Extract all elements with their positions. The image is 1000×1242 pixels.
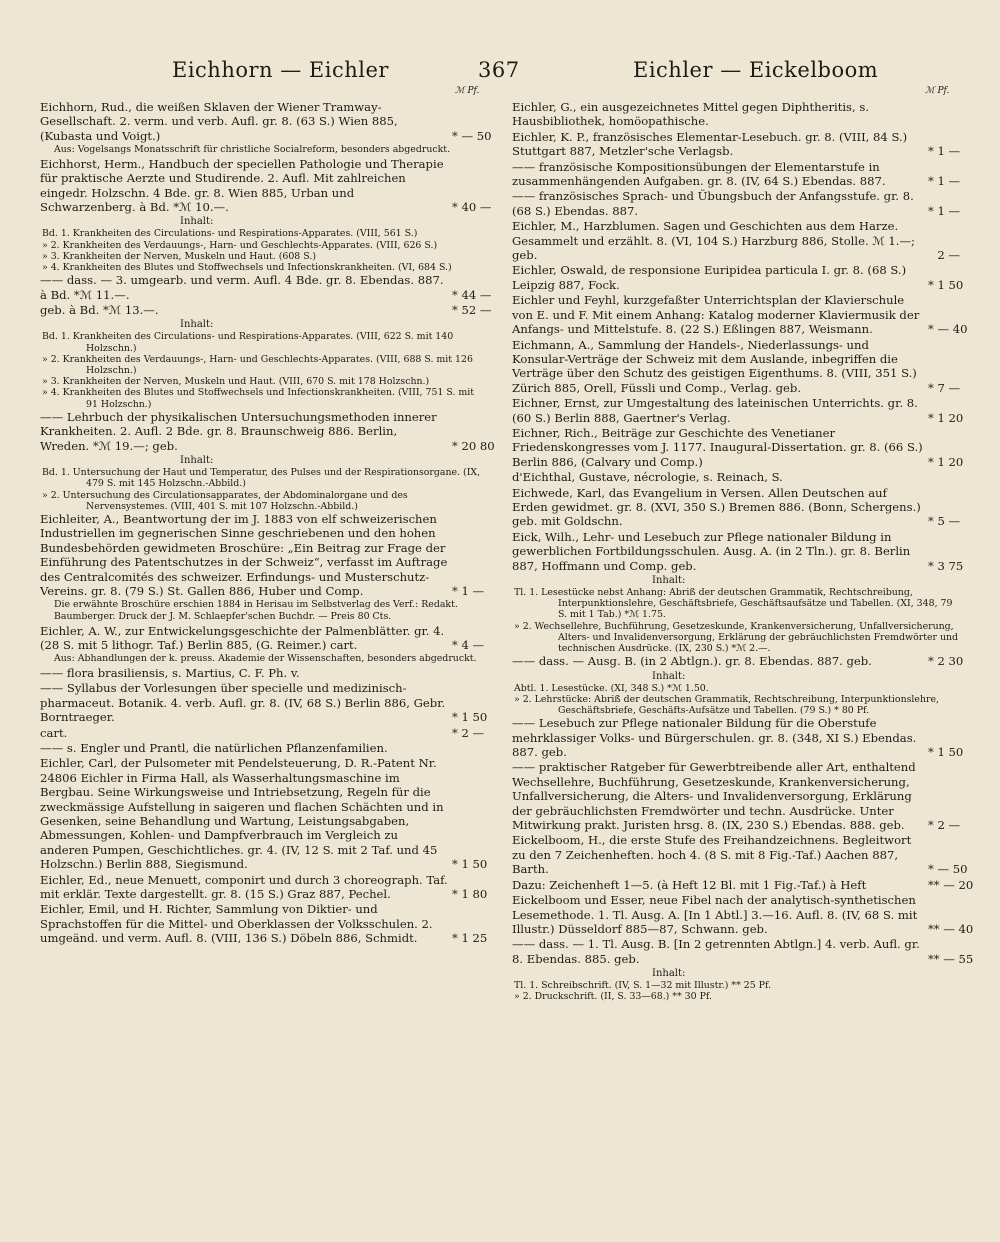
entry-price: * 44 — <box>452 287 492 302</box>
catalog-entry <box>40 156 492 215</box>
contents-item: » 2. Lehrstücke: Abriß der deutschen Grammatik, Rechtschreibung, Interpunktionslehre, Geschäftsbriefe, Geschäfts-Aufsätze und Tabellen. (79 S.) * 80 Pf. <box>514 693 940 717</box>
entry-price: * 1 — <box>928 174 961 189</box>
entry-text: —— dass. — Ausg. B. (in 2 Abtlgn.). gr. 8. Ebendas. 887. geb. <box>512 654 872 669</box>
catalog-entry <box>512 263 964 292</box>
entry-price: * 1 20 <box>928 410 964 425</box>
catalog-entry <box>512 654 964 669</box>
catalog-entry <box>512 100 960 129</box>
entry-text: Eichner, Rich., Beiträge zur Geschichte des Venetianer Friedenskongresses vom J. 1177. Inaugural-Dissertation. gr. 8. (66 S.) Berlin 886, (Calvary und Comp.) <box>512 425 923 469</box>
entry-price: * 1 20 <box>928 454 964 469</box>
entry-note: Aus: Abhandlungen der k. preuss. Akademie der Wissenschaften, besonders abgedruckt. <box>54 653 477 665</box>
entry-text: Eichler und Feyhl, kurzgefaßter Unterrichtsplan der Klavierschule von E. und F. Mit einem Anhang: Katalog moderner Klaviermusik der Anfangs- und Mittelstufe. 8. (22 S.) Eßlingen 887, Weismann. <box>512 293 920 337</box>
entry-text: cart. <box>40 725 68 740</box>
entry-text: Eichler, Carl, der Pulsometer mit Pendelsteuerung, D. R.-Patent Nr. 24806 Eichler in Firma Hall, als Wasserhaltungsmaschine im Bergbau. Seine Wirkungsweise und Intriebsetzung, Regeln für die zweckmässige Aufstellung in saigeren und flachen Schächten und in Gesenken, seine Behandlung und Wartung, Leistungsabgaben, Abmessungen, Kohlen- und Dampfverbrauch im Vergleich zu anderen Pumpen, Geschichtliches. gr. 4. (IV, 12 S. mit 2 Taf. und 45 Holzschn.) Berlin 888, Siegismund. <box>40 756 444 872</box>
entry-price: * 2 — <box>452 725 485 740</box>
running-head-left: Eichhorn — Eichler <box>172 58 389 82</box>
contents-label: Inhalt: <box>652 575 686 586</box>
entry-text: Eichler, Ed., neue Menuett, componirt und durch 3 choreograph. Taf. mit erklär. Texte dargestellt. gr. 8. (15 S.) Graz 887, Pechel. <box>40 872 448 902</box>
catalog-entry <box>512 219 960 262</box>
contents-label: Inhalt: <box>180 455 214 467</box>
entry-price: * 2 — <box>928 818 961 833</box>
contents-item: » 2. Druckschrift. (II, S. 33—68.) ** 30 Pf. <box>514 991 712 1003</box>
entry-text: Eickelboom, H., die erste Stufe des Freihandzeichnens. Begleitwort zu den 7 Zeichenheften. hoch 4. (8 S. mit 8 Fig.-Taf.) Aachen 887, Barth. <box>512 833 912 877</box>
entry-text: —— Lehrbuch der physikalischen Untersuchungsmethoden innerer Krankheiten. 2. Aufl. 2 Bde. gr. 8. Braunschweig 886. Berlin, Wreden. *ℳ 19.—; geb. <box>40 409 437 453</box>
entry-price: * 1 — <box>928 144 961 159</box>
entry-text: Eichhorst, Herm., Handbuch der speciellen Pathologie und Therapie für praktische Aerzte und Studirende. 2. Aufl. Mit zahlreichen eingedr. Holzschn. 4 Bde. gr. 8. Wien 885, Urban und Schwarzenberg. à Bd. *ℳ 10.—. <box>40 156 444 215</box>
catalog-entry <box>40 756 488 872</box>
running-head-right: Eichler — Eickelboom <box>633 58 879 82</box>
contents-item: » 4. Krankheiten des Blutes und Stoffwechsels und Infectionskrankheiten. (VI, 684 S.) <box>42 262 452 274</box>
page-number: 367 <box>478 58 520 82</box>
catalog-entry <box>512 833 968 877</box>
entry-price: ** — 20 <box>928 877 974 892</box>
contents-item: Abtl. 1. Lesestücke. (XI, 348 S.) *ℳ 1.50. <box>514 682 709 694</box>
entry-text: Eickelboom und Esser, neue Fibel nach der analytisch-synthetischen Lesemethode. 1. Tl. Ausg. A. [In 1 Abtl.] 3.—16. Aufl. 8. (IV, 68 S. mit Illustr.) Düsseldorf 885—87, Schwann. geb. <box>512 893 918 936</box>
entry-text: —— flora brasiliensis, s. Martius, C. F. Ph. v. <box>40 665 300 680</box>
catalog-entry <box>512 425 964 469</box>
entry-price: * — 40 <box>928 322 968 337</box>
entry-price: * 1 50 <box>452 710 488 725</box>
entry-price: * 7 — <box>928 380 961 395</box>
entry-price: * 1 25 <box>452 931 488 946</box>
contents-item: » 2. Untersuchung des Circulationsapparates, der Abdominalorgane und des Nervensystemes. (VIII, 401 S. mit 107 Holzschn.-Abbild.) <box>42 489 408 512</box>
contents-item: » 2. Wechsellehre, Buchführung, Gesetzeskunde, Krankenversicherung, Unfallversicherung, Alters- und Invalidenversorgung, Erklärung der gebräuchlichsten Fremdwörter und technischen Ausdrücke. (IX, 230 S.) *ℳ 2.—. <box>514 620 959 655</box>
catalog-entry <box>512 293 968 337</box>
entry-price: * 4 — <box>452 637 485 652</box>
contents-item: » 2. Krankheiten des Verdauungs-, Harn- und Geschlechts-Apparates. (VIII, 688 S. mit 126 Holzschn.) <box>42 353 473 377</box>
catalog-entry <box>512 760 960 832</box>
entry-text: —— praktischer Ratgeber für Gewerbtreibende aller Art, enthaltend Wechsellehre, Buchführung, Gesetzeskunde, Krankenversicherung, Unfallversicherung, die Alters- und Invalidenversorgung, Erklärung der gebräuchlichsten Fremdwörter und techn. Ausdrücke. Unter Mitwirkung prakt. Juristen hrsg. 8. (IX, 230 S.) Ebendas. 888. geb. <box>512 760 916 833</box>
entry-text: Eichmann, A., Sammlung der Handels-, Niederlassungs- und Konsular-Verträge der Schweiz mit dem Auslande, inbegriffen die Verträge über den Schutz des geistigen Eigenthums. 8. (VIII, 351 S.) Zürich 885, Orell, Füssli und Comp., Verlag. geb. <box>512 337 917 395</box>
catalog-entry <box>40 303 492 318</box>
catalog-entry <box>40 902 488 946</box>
catalog-entry <box>512 716 964 760</box>
entry-price: ** — 40 <box>928 921 974 936</box>
entry-text: Eichler, Emil, und H. Richter, Sammlung von Diktier- und Sprachstoffen für die Mittel- und Oberklassen der Volksschulen. 2. umgeänd. und verm. Aufl. 8. (VIII, 136 S.) Döbeln 886, Schmidt. <box>40 902 433 946</box>
entry-text: Eichler, G., ein ausgezeichnetes Mittel gegen Diphtheritis, s. Hausbibliothek, homöopathische. <box>512 100 870 129</box>
entry-text: Eichner, Ernst, zur Umgestaltung des lateinischen Unterrichts. gr. 8. (60 S.) Berlin 888, Gaertner's Verlag. <box>512 396 918 425</box>
contents-item: » 4. Krankheiten des Blutes und Stoffwechsels und Infectionskrankheiten. (VIII, 751 S. mit 91 Holzschn.) <box>42 387 475 410</box>
catalog-entry <box>40 726 484 740</box>
entry-text: —— Syllabus der Vorlesungen über specielle und medizinisch-pharmaceut. Botanik. 4. verb. Aufl. gr. 8. (IV, 68 S.) Berlin 886, Gebr. Borntraeger. <box>40 681 446 725</box>
entry-price: * — 50 <box>452 128 492 143</box>
catalog-entry <box>512 396 964 425</box>
contents-label: Inhalt: <box>652 968 686 980</box>
right-column <box>512 100 974 1232</box>
entry-price: * 40 — <box>452 200 492 215</box>
catalog-entry <box>512 937 974 966</box>
catalog-entry <box>512 529 964 573</box>
catalog-entry <box>512 160 960 189</box>
catalog-entry <box>40 624 484 653</box>
catalog-entry <box>512 486 960 529</box>
catalog-entry <box>40 512 484 598</box>
entry-price: 2 — <box>937 248 960 263</box>
catalog-entry <box>512 893 974 936</box>
catalog-entry <box>512 470 960 484</box>
entry-price: ** — 55 <box>928 951 974 966</box>
contents-label: Inhalt: <box>180 216 214 228</box>
entry-text: Eichhorn, Rud., die weißen Sklaven der Wiener Tramway-Gesellschaft. 2. verm. und verb. Aufl. gr. 8. (63 S.) Wien 885, (Kubasta und Voigt.) <box>40 100 398 143</box>
entry-price: * 2 30 <box>928 654 964 669</box>
contents-label: Inhalt: <box>180 319 214 331</box>
catalog-entry <box>40 741 484 755</box>
currency-header-left: ℳ Pf. <box>455 86 480 96</box>
catalog-entry <box>40 273 492 302</box>
entry-text: —— französische Kompositionsübungen der Elementarstufe in zusammenhängenden Aufgaben. gr. 8. (IV, 64 S.) Ebendas. 887. <box>512 159 886 189</box>
entry-price: * 1 — <box>452 583 485 598</box>
entry-text: Eichler, Oswald, de responsione Euripidea particula I. gr. 8. (68 S.) Leipzig 887, Fock. <box>512 263 907 292</box>
entry-price: * 52 — <box>452 303 492 318</box>
entry-price: * 1 50 <box>452 857 488 872</box>
entry-text: —— s. Engler und Prantl, die natürlichen Pflanzenfamilien. <box>40 740 388 755</box>
entry-price: * 1 — <box>928 203 961 218</box>
contents-item: » 2. Krankheiten des Verdauungs-, Harn- und Geschlechts-Apparates. (VIII, 626 S.) <box>42 239 438 251</box>
contents-item: Bd. 1. Untersuchung der Haut und Temperatur, des Pulses und der Respirationsorgane. (IX, 479 S. mit 145 Holzschn.-Abbild.) <box>42 467 481 490</box>
contents-label: Inhalt: <box>652 670 686 682</box>
entry-text: —— dass. — 3. umgearb. und verm. Aufl. 4 Bde. gr. 8. Ebendas. 887. à Bd. *ℳ 11.—. <box>40 273 444 302</box>
catalog-entry <box>40 681 488 725</box>
entry-text: d'Eichthal, Gustave, nécrologie, s. Reinach, S. <box>512 470 783 485</box>
entry-text: —— dass. — 1. Tl. Ausg. B. [In 2 getrennten Abtlgn.] 4. verb. Aufl. gr. 8. Ebendas. 885. geb. <box>512 937 920 966</box>
entry-note: Die erwähnte Broschüre erschien 1884 in Herisau im Selbstverlag des Verf.: Redakt. Baumberger. Druck der J. M. Schlaepfer'schen Buchdr. — Preis 80 Cts. <box>54 599 458 622</box>
catalog-entry <box>40 409 495 453</box>
entry-price: * 3 75 <box>928 558 964 573</box>
catalog-entry <box>512 130 960 159</box>
entry-text: —— französisches Sprach- und Übungsbuch der Anfangsstufe. gr. 8. (68 S.) Ebendas. 887. <box>512 189 914 218</box>
currency-header-right: ℳ Pf. <box>925 86 950 96</box>
entry-price: * 1 50 <box>928 277 964 292</box>
catalog-entry <box>40 872 488 902</box>
entry-text: —— Lesebuch zur Pflege nationaler Bildung für die Oberstufe mehrklassiger Volks- und Bürgerschulen. gr. 8. (348, XI S.) Ebendas. 887. geb. <box>512 716 917 760</box>
contents-item: » 3. Krankheiten der Nerven, Muskeln und Haut. (608 S.) <box>42 250 316 262</box>
entry-text: Eichler, K. P., französisches Elementar-Lesebuch. gr. 8. (VIII, 84 S.) Stuttgart 887, Metzler'sche Verlagsb. <box>512 129 908 159</box>
entry-text: Eichwede, Karl, das Evangelium in Versen. Allen Deutschen auf Erden gewidmet. gr. 8. (XVI, 350 S.) Bremen 886. (Bonn, Schergens.) geb. mit Goldschn. <box>512 485 921 529</box>
entry-price: * 1 80 <box>452 887 488 902</box>
entry-price: * 1 50 <box>928 745 964 760</box>
entry-text: geb. à Bd. *ℳ 13.—. <box>40 303 159 318</box>
catalog-entry <box>40 666 484 680</box>
entry-note: Aus: Vogelsangs Monatsschrift für christliche Socialreform, besonders abgedruckt. <box>54 144 451 156</box>
entry-text: Eick, Wilh., Lehr- und Lesebuch zur Pflege nationaler Bildung in gewerblichen Fortbildungsschulen. Ausg. A. (in 2 Tln.). gr. 8. Berlin 887, Hoffmann und Comp. geb. <box>512 529 911 573</box>
entry-text: Dazu: Zeichenheft 1—5. (à Heft 12 Bl. mit 1 Fig.-Taf.) à Heft <box>512 877 867 892</box>
entry-price: * — 50 <box>928 862 968 877</box>
catalog-entry <box>512 338 960 396</box>
catalog-entry <box>512 877 974 892</box>
catalog-entry <box>512 189 960 218</box>
entry-price: * 5 — <box>928 514 961 529</box>
entry-text: Eichler, M., Harzblumen. Sagen und Geschichten aus dem Harze. Gesammelt und erzählt. 8. (VI, 104 S.) Harzburg 886, Stolle. ℳ 1.—; geb. <box>512 219 915 263</box>
catalog-entry <box>40 100 492 143</box>
contents-item: Tl. 1. Lesestücke nebst Anhang: Abriß der deutschen Grammatik, Rechtschreibung, Interpunktionslehre, Geschäftsbriefe, Geschäftsaufsätze und Tabellen. (XI, 348, 79 S. mit 1 Tab.) *ℳ 1.75. <box>514 587 953 621</box>
entry-text: Eichleiter, A., Beantwortung der im J. 1883 von elf schweizerischen Industriellen im gegnerischen Sinne geschriebenen und den hohen Bundesbehörden gewidmeten Broschüre: „Ein Beitrag zur Frage der Einführung des Patentschutzes in der Schweiz“, verfasst im Auftrage des Centralcomités des schweizer. Erfindungs- und Musterschutz-Vereins. gr. 8. (79 S.) St. Gallen 886, Huber und Comp. <box>40 511 448 598</box>
left-column <box>40 100 495 1232</box>
contents-item: Bd. 1. Krankheiten des Circulations- und Respirations-Apparates. (VIII, 622 S. mit 140 Holzschn.) <box>42 331 454 354</box>
entry-price: * 20 80 <box>452 438 495 453</box>
entry-text: Eichler, A. W., zur Entwickelungsgeschichte der Palmenblätter. gr. 4. (28 S. mit 5 lithogr. Taf.) Berlin 885, (G. Reimer.) cart. <box>40 623 445 652</box>
contents-item: Tl. 1. Schreibschrift. (IV, S. 1—32 mit Illustr.) ** 25 Pf. <box>514 980 772 992</box>
contents-item: » 3. Krankheiten der Nerven, Muskeln und Haut. (VIII, 670 S. mit 178 Holzschn.) <box>42 376 430 388</box>
contents-item: Bd. 1. Krankheiten des Circulations- und Respirations-Apparates. (VIII, 561 S.) <box>42 228 418 240</box>
